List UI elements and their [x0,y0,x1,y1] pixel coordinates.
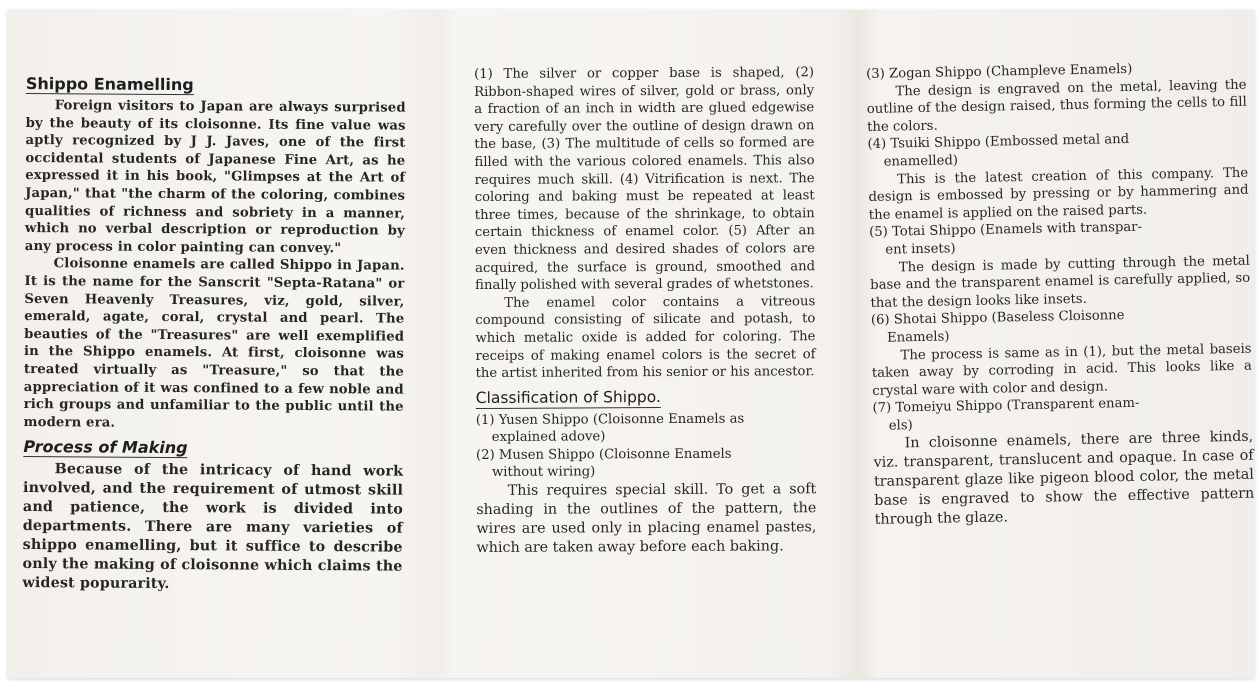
section-heading-shippo-enamelling: Shippo Enamelling [25,73,194,95]
classification-item-2 [476,445,816,482]
item-description: The design is made by cutting through the metal base and the transparent enamel is carefully applied, so that the design looks like insets. [870,253,1251,311]
paragraph-cloisonne-names: Cloisonne enamels are called Shippo in Japan. It is the name for the Sanscrit "Septa-Ratana" or Seven Heavenly Treasures, viz, gold, silver, emerald, agate, coral, crystal and pearl. The beauties of the "Treasures" are well exemplified in the Shippo enamels. At first, cloisonne was treated virtually as "Treasure," so that the appreciation of it was confined to a few noble and rich groups and unfamiliar to the public until the modern era. [23,256,405,431]
paragraph-process: Because of the intricacy of hand work involved, and the requirement of utmost skill and patience, the work is divided into departments. There are many varieties of shippo enamelling, but it suffice to describe only the making of cloisonne which claims the widest popurarity. [22,461,404,593]
item-sublabel: without wiring) [491,464,596,481]
paragraph-intro: Foreign visitors to Japan are always surprised by the beauty of its cloisonne. Its fine value was aptly recognized by J J. Javes, one of the first occidental students of Japanese Fine Art, as he expressed it in his book, "Glimpses at the Art of Japan," that "the charm of the coloring, combines qualities of richness and sobriety in a manner, which no verbal description or reproduction by any process in color painting can convey." [24,98,406,256]
item-description: The process is same as in (1), but the metal baseis taken away by corroding in acid. This looks like a crystal ware with color and design. [871,341,1252,399]
section-heading-classification: Classification of Shippo. [475,387,661,407]
item-sublabel: ent insets) [885,241,956,258]
column-right [866,59,1255,531]
item-description: In cloisonne enamels, there are three kinds, viz. transparent, translucent and opaque. In case of transparent glaze like pigeon blood color, the metal base is engraved to show the effective pattern through the glaze. [873,429,1255,529]
item-description: The design is engraved on the metal, leaving the outline of the design raised, thus forming the cells to fill the colors. [866,77,1247,135]
item-label: (4) Tsuiki Shippo (Embossed metal and [867,132,1130,153]
section-heading-process-of-making: Process of Making [23,437,188,458]
item-sublabel: Enamels) [886,329,950,346]
item-label: (1) Yusen Shippo (Cloisonne Enamels as [475,411,745,428]
item-label: (7) Tomeiyu Shippo (Transparent enam- [872,396,1140,417]
item-label: (5) Totai Shippo (Enamels with transpar- [869,220,1143,241]
paragraph-musen-description: This requires special skill. To get a soft shading in the outlines of the pattern, the wires are used only in placing enamel pastes, which are taken away before each baking. [476,481,817,557]
item-description: This is the latest creation of this company. The design is embossed by pressing or by hammering and the enamel is applied on the raised parts. [868,165,1249,223]
item-sublabel: explained adove) [491,429,606,446]
paragraph-enamel-color: The enamel color contains a vitreous compound consisting of silicate and potash, to which metalic oxide is added for coloring. The receips of making enamel colors is the secret of the artist inherited from his senior or his ancestor. [475,293,816,382]
column-left [22,70,406,596]
item-label: (2) Musen Shippo (Cloisonne Enamels [475,446,732,463]
item-sublabel: enamelled) [883,153,959,170]
column-middle [474,64,817,558]
item-sublabel: els) [888,418,913,434]
paragraph-steps: (1) The silver or copper base is shaped, (2) Ribbon-shaped wires of silver, gold or brass, only a fraction of an inch in width are glued edgewise very carefully over the outline of design drawn on the base, (3) The multitude of cells so formed are filled with the various colored enamels. This also requires much skill. (4) Vitrification is next. The coloring and baking must be repeated at least three times, because of the shrinkage, to obtain certain thickness of enamel color. (5) After an even thickness and desired shades of colors are acquired, the surface is ground, smoothed and finally polished with several grades of whetstones. [474,65,816,294]
item-label: (3) Zogan Shippo (Champleve Enamels) [866,61,1133,82]
leaflet-sheet [8,10,1254,678]
classification-item-1 [476,410,816,447]
item-label: (6) Shotai Shippo (Baseless Cloisonne [870,308,1125,329]
